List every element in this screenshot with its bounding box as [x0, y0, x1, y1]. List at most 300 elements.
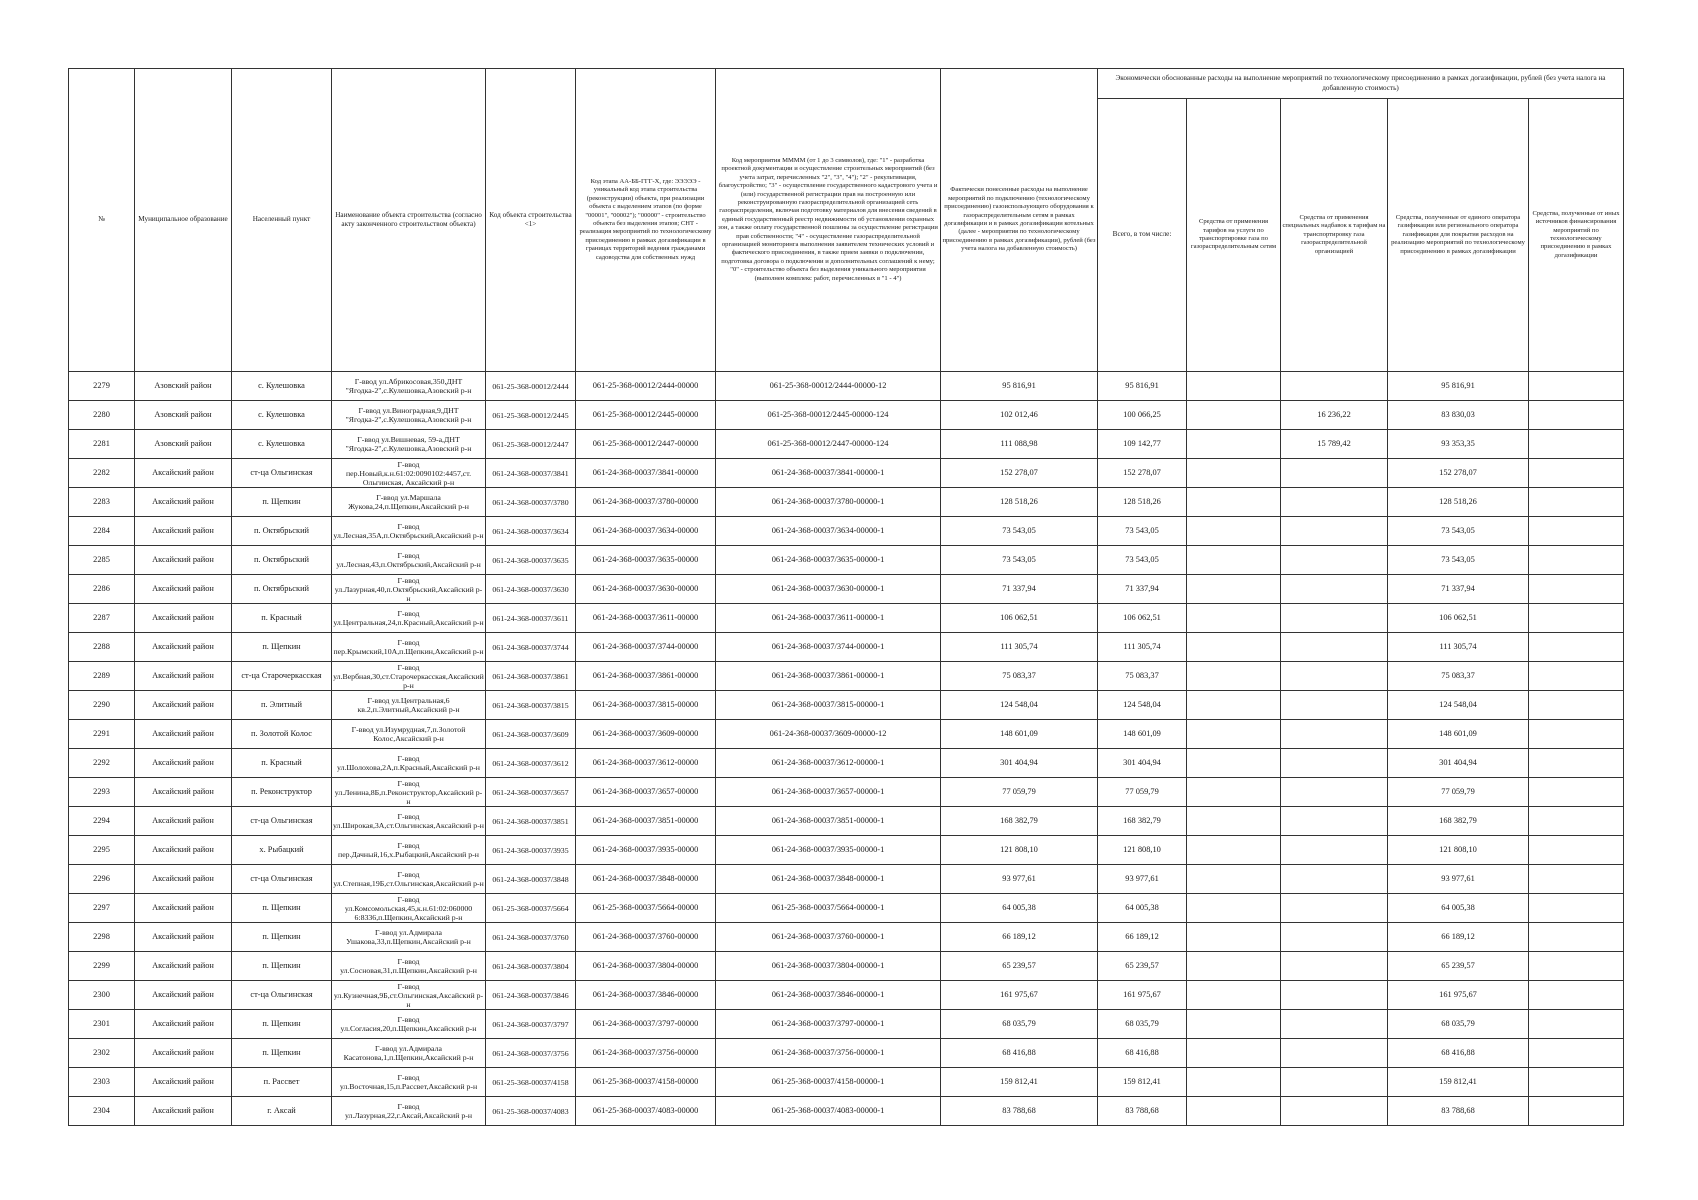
- cell-object-code: 061-24-368-00037/3841: [486, 459, 576, 488]
- cell-total: 71 337,94: [1098, 575, 1187, 604]
- cell-event-code: 061-25-368-00037/4083-00000-1: [716, 1097, 941, 1126]
- header-sub-operator: Средства, полученные от единого оператора газификации или регионального оператора газификации для покрытия расходов на реализацию мероприятий по технологическому присоединению в рамках догазификации: [1388, 99, 1529, 372]
- cell-special-surcharge: [1281, 778, 1388, 807]
- table-row: [69, 865, 1624, 894]
- table-row: [69, 459, 1624, 488]
- cell-settlement: г. Аксай: [232, 1097, 332, 1126]
- cell-special-surcharge: [1281, 894, 1388, 923]
- table-row: [69, 807, 1624, 836]
- cell-tariff-funds: [1187, 894, 1281, 923]
- cell-object-code: 061-24-368-00037/3756: [486, 1039, 576, 1068]
- cell-stage-code: 061-25-368-00037/5664-00000: [576, 894, 716, 923]
- cell-total: 168 382,79: [1098, 807, 1187, 836]
- cell-number: 2288: [69, 633, 135, 662]
- cell-tariff-funds: [1187, 865, 1281, 894]
- cell-total: 83 788,68: [1098, 1097, 1187, 1126]
- cell-total: 161 975,67: [1098, 981, 1187, 1010]
- cell-municipality: Аксайский район: [135, 720, 232, 749]
- cell-object-name: Г-ввод ул.Комсомольская,45,к.н.61:02:060000 6:8336,п.Щепкин,Аксайский р-н: [332, 894, 486, 923]
- cell-event-code: 061-24-368-00037/3611-00000-1: [716, 604, 941, 633]
- header-actual-costs: Фактически понесенные расходы на выполнение мероприятий по подключению (технологическому присоединению) газоиспользующего оборудования к газораспределительным сетям в рамках догазификации и в рамках догазификации котельных (далее - мероприятия по технологическому присоединению в рамках догазификации), рублей (без учета налога на добавленную стоимость): [941, 69, 1098, 372]
- cell-stage-code: 061-24-368-00037/3851-00000: [576, 807, 716, 836]
- cell-municipality: Аксайский район: [135, 633, 232, 662]
- cell-event-code: 061-24-368-00037/3846-00000-1: [716, 981, 941, 1010]
- cell-stage-code: 061-25-368-00012/2447-00000: [576, 430, 716, 459]
- cell-total: 68 035,79: [1098, 1010, 1187, 1039]
- cell-tariff-funds: [1187, 778, 1281, 807]
- cell-event-code: 061-24-368-00037/3744-00000-1: [716, 633, 941, 662]
- cell-total: 65 239,57: [1098, 952, 1187, 981]
- cell-object-code: 061-24-368-00037/3744: [486, 633, 576, 662]
- cell-municipality: Аксайский район: [135, 691, 232, 720]
- cell-actual-costs: 73 543,05: [941, 546, 1098, 575]
- cell-number: 2297: [69, 894, 135, 923]
- cell-special-surcharge: [1281, 749, 1388, 778]
- cell-settlement: п. Щепкин: [232, 952, 332, 981]
- cell-object-code: 061-25-368-00012/2444: [486, 372, 576, 401]
- header-sub-special: Средства от применения специальных надбавок к тарифам на транспортировку газа газораспределительной организацией: [1281, 99, 1388, 372]
- cell-actual-costs: 71 337,94: [941, 575, 1098, 604]
- cell-other-funds: [1529, 401, 1624, 430]
- cell-other-funds: [1529, 575, 1624, 604]
- cell-number: 2283: [69, 488, 135, 517]
- cell-stage-code: 061-24-368-00037/3657-00000: [576, 778, 716, 807]
- cell-object-name: Г-ввод ул.Вербная,30,ст.Старочеркасская,Аксайский р-н: [333, 662, 484, 690]
- cell-stage-code: 061-24-368-00037/3935-00000: [576, 836, 716, 865]
- cell-tariff-funds: [1187, 1097, 1281, 1126]
- cell-municipality: Аксайский район: [135, 1068, 232, 1097]
- cell-event-code: 061-24-368-00037/3851-00000-1: [716, 807, 941, 836]
- cell-total: 66 189,12: [1098, 923, 1187, 952]
- cell-special-surcharge: [1281, 1039, 1388, 1068]
- cell-actual-costs: 106 062,51: [941, 604, 1098, 633]
- cell-number: 2299: [69, 952, 135, 981]
- cell-stage-code: 061-24-368-00037/3612-00000: [576, 749, 716, 778]
- table-row: [69, 401, 1624, 430]
- cell-settlement: п. Элитный: [232, 691, 332, 720]
- cell-total: 121 808,10: [1098, 836, 1187, 865]
- cell-stage-code: 061-24-368-00037/3815-00000: [576, 691, 716, 720]
- cell-actual-costs: 111 088,98: [941, 430, 1098, 459]
- cell-actual-costs: 66 189,12: [941, 923, 1098, 952]
- cell-settlement: п. Красный: [232, 749, 332, 778]
- cell-special-surcharge: [1281, 372, 1388, 401]
- cell-special-surcharge: [1281, 1097, 1388, 1126]
- cell-object-name: Г-ввод ул.Сосновая,31,п.Щепкин,Аксайский р-н: [332, 952, 486, 981]
- cell-operator-funds: 93 353,35: [1388, 430, 1529, 459]
- cell-object-name: Г-ввод ул.Согласия,20,п.Щепкин,Аксайский р-н: [332, 1010, 486, 1039]
- cell-number: 2302: [69, 1039, 135, 1068]
- cell-operator-funds: 73 543,05: [1388, 546, 1529, 575]
- cell-event-code: 061-24-368-00037/3780-00000-1: [716, 488, 941, 517]
- cell-number: 2300: [69, 981, 135, 1010]
- cell-total: 124 548,04: [1098, 691, 1187, 720]
- cell-other-funds: [1529, 1068, 1624, 1097]
- cell-other-funds: [1529, 807, 1624, 836]
- cell-stage-code: 061-24-368-00037/3797-00000: [576, 1010, 716, 1039]
- cell-actual-costs: 152 278,07: [941, 459, 1098, 488]
- cell-municipality: Аксайский район: [135, 807, 232, 836]
- cell-actual-costs: 168 382,79: [941, 807, 1098, 836]
- cell-total: 109 142,77: [1098, 430, 1187, 459]
- cell-municipality: Аксайский район: [135, 517, 232, 546]
- cell-municipality: Аксайский район: [135, 778, 232, 807]
- cell-object-code: 061-24-368-00037/3634: [486, 517, 576, 546]
- cell-municipality: Аксайский район: [135, 604, 232, 633]
- cell-object-name: Г-ввод ул.Широкая,3А,ст.Ольгинская,Аксайский р-н: [332, 807, 486, 836]
- cell-stage-code: 061-24-368-00037/3609-00000: [576, 720, 716, 749]
- cell-settlement: п. Реконструктор: [232, 778, 332, 807]
- cell-tariff-funds: [1187, 1010, 1281, 1039]
- cell-other-funds: [1529, 923, 1624, 952]
- cell-event-code: 061-24-368-00037/3657-00000-1: [716, 778, 941, 807]
- header-municipality: Муниципальное образование: [135, 69, 232, 372]
- cell-other-funds: [1529, 1097, 1624, 1126]
- cell-actual-costs: 161 975,67: [941, 981, 1098, 1010]
- cell-tariff-funds: [1187, 517, 1281, 546]
- cell-number: 2304: [69, 1097, 135, 1126]
- cell-actual-costs: 77 059,79: [941, 778, 1098, 807]
- cell-tariff-funds: [1187, 720, 1281, 749]
- cell-object-code: 061-25-368-00037/5664: [486, 894, 576, 923]
- cell-settlement: с. Кулешовка: [232, 401, 332, 430]
- cell-total: 73 543,05: [1098, 546, 1187, 575]
- cell-other-funds: [1529, 749, 1624, 778]
- cell-stage-code: 061-24-368-00037/3756-00000: [576, 1039, 716, 1068]
- cell-total: 73 543,05: [1098, 517, 1187, 546]
- table-row: [69, 894, 1624, 923]
- cell-object-code: 061-24-368-00037/3797: [486, 1010, 576, 1039]
- cell-event-code: 061-24-368-00037/3760-00000-1: [716, 923, 941, 952]
- cell-event-code: 061-24-368-00037/3756-00000-1: [716, 1039, 941, 1068]
- cell-operator-funds: 95 816,91: [1388, 372, 1529, 401]
- cell-municipality: Аксайский район: [135, 575, 232, 604]
- cell-tariff-funds: [1187, 923, 1281, 952]
- cell-stage-code: 061-24-368-00037/3611-00000: [576, 604, 716, 633]
- cell-object-code: 061-24-368-00037/3635: [486, 546, 576, 575]
- header-num: №: [69, 69, 135, 372]
- cell-other-funds: [1529, 372, 1624, 401]
- cell-object-code: 061-24-368-00037/3657: [486, 778, 576, 807]
- cell-event-code: 061-25-368-00037/4158-00000-1: [716, 1068, 941, 1097]
- cell-total: 148 601,09: [1098, 720, 1187, 749]
- cell-event-code: 061-24-368-00037/3861-00000-1: [716, 662, 941, 691]
- cell-special-surcharge: [1281, 633, 1388, 662]
- cell-operator-funds: 152 278,07: [1388, 459, 1529, 488]
- table-row: [69, 923, 1624, 952]
- cell-special-surcharge: [1281, 981, 1388, 1010]
- cell-object-name: Г-ввод ул.Лазурная,40,п.Октябрьский,Аксайский р-н: [332, 575, 486, 604]
- cell-special-surcharge: [1281, 575, 1388, 604]
- cell-tariff-funds: [1187, 546, 1281, 575]
- cell-stage-code: 061-25-368-00012/2444-00000: [576, 372, 716, 401]
- table-row: [69, 604, 1624, 633]
- cell-operator-funds: 93 977,61: [1388, 865, 1529, 894]
- cell-tariff-funds: [1187, 952, 1281, 981]
- cell-stage-code: 061-24-368-00037/3848-00000: [576, 865, 716, 894]
- header-sub-transport: Средства от применения тарифов на услуги по транспортировке газа по газораспределительным сетям: [1187, 99, 1281, 372]
- cell-object-name: Г-ввод ул.Шолохова,2А,п.Красный,Аксайский р-н: [332, 749, 486, 778]
- cell-other-funds: [1529, 720, 1624, 749]
- cell-number: 2294: [69, 807, 135, 836]
- cell-object-code: 061-24-368-00037/3612: [486, 749, 576, 778]
- cell-stage-code: 061-24-368-00037/3634-00000: [576, 517, 716, 546]
- cell-actual-costs: 111 305,74: [941, 633, 1098, 662]
- cell-event-code: 061-24-368-00037/3804-00000-1: [716, 952, 941, 981]
- table-row: [69, 546, 1624, 575]
- cell-special-surcharge: 15 789,42: [1281, 430, 1388, 459]
- cell-special-surcharge: [1281, 720, 1388, 749]
- cell-municipality: Аксайский район: [135, 923, 232, 952]
- cell-other-funds: [1529, 836, 1624, 865]
- cell-special-surcharge: [1281, 662, 1388, 691]
- cell-operator-funds: 168 382,79: [1388, 807, 1529, 836]
- table-row: [69, 720, 1624, 749]
- cell-number: 2281: [69, 430, 135, 459]
- cell-actual-costs: 65 239,57: [941, 952, 1098, 981]
- cell-actual-costs: 68 035,79: [941, 1010, 1098, 1039]
- cell-settlement: с. Кулешовка: [232, 430, 332, 459]
- cell-tariff-funds: [1187, 401, 1281, 430]
- cell-number: 2287: [69, 604, 135, 633]
- cell-stage-code: 061-25-368-00012/2445-00000: [576, 401, 716, 430]
- cell-number: 2303: [69, 1068, 135, 1097]
- cell-number: 2279: [69, 372, 135, 401]
- table-row: [69, 1039, 1624, 1068]
- cell-special-surcharge: [1281, 1068, 1388, 1097]
- table-row: [69, 691, 1624, 720]
- cell-number: 2292: [69, 749, 135, 778]
- cell-event-code: 061-24-368-00037/3841-00000-1: [716, 459, 941, 488]
- cell-settlement: п. Щепкин: [232, 1039, 332, 1068]
- cell-total: 75 083,37: [1098, 662, 1187, 691]
- cell-object-name: Г-ввод ул.Восточная,15,п.Рассвет,Аксайский р-н: [332, 1068, 486, 1097]
- header-total: Всего, в том числе:: [1098, 99, 1187, 372]
- cell-actual-costs: 64 005,38: [941, 894, 1098, 923]
- cell-other-funds: [1529, 1039, 1624, 1068]
- cell-total: 106 062,51: [1098, 604, 1187, 633]
- cell-municipality: Аксайский район: [135, 546, 232, 575]
- cell-special-surcharge: [1281, 865, 1388, 894]
- cell-actual-costs: 124 548,04: [941, 691, 1098, 720]
- cell-municipality: Аксайский район: [135, 662, 232, 691]
- cell-event-code: 061-24-368-00037/3935-00000-1: [716, 836, 941, 865]
- table-row: [69, 952, 1624, 981]
- cell-tariff-funds: [1187, 749, 1281, 778]
- cell-special-surcharge: [1281, 923, 1388, 952]
- cell-operator-funds: 64 005,38: [1388, 894, 1529, 923]
- cell-number: 2295: [69, 836, 135, 865]
- cell-event-code: 061-24-368-00037/3635-00000-1: [716, 546, 941, 575]
- cell-municipality: Азовский район: [135, 401, 232, 430]
- cell-other-funds: [1529, 691, 1624, 720]
- cell-operator-funds: 73 543,05: [1388, 517, 1529, 546]
- cell-actual-costs: 121 808,10: [941, 836, 1098, 865]
- cell-special-surcharge: [1281, 691, 1388, 720]
- cell-object-name: Г-ввод ул.Маршала Жукова,24,п.Щепкин,Аксайский р-н: [332, 488, 486, 517]
- cell-total: 95 816,91: [1098, 372, 1187, 401]
- cell-event-code: 061-25-368-00012/2447-00000-124: [716, 430, 941, 459]
- cell-operator-funds: 71 337,94: [1388, 575, 1529, 604]
- cell-settlement: п. Щепкин: [232, 894, 332, 923]
- cell-tariff-funds: [1187, 691, 1281, 720]
- cell-number: 2289: [69, 662, 135, 691]
- cell-object-code: 061-24-368-00037/3780: [486, 488, 576, 517]
- cell-settlement: п. Октябрьский: [232, 517, 332, 546]
- cell-actual-costs: 83 788,68: [941, 1097, 1098, 1126]
- cell-object-code: 061-24-368-00037/3861: [486, 662, 576, 691]
- cell-object-code: 061-24-368-00037/3846: [486, 981, 576, 1010]
- cell-special-surcharge: 16 236,22: [1281, 401, 1388, 430]
- cell-actual-costs: 73 543,05: [941, 517, 1098, 546]
- cell-event-code: 061-25-368-00037/5664-00000-1: [716, 894, 941, 923]
- cell-other-funds: [1529, 778, 1624, 807]
- cell-special-surcharge: [1281, 807, 1388, 836]
- cell-object-name: Г-ввод ул.Центральная,6 кв.2,п.Элитный,Аксайский р-н: [332, 691, 486, 720]
- cell-municipality: Аксайский район: [135, 1039, 232, 1068]
- header-object-name: Наименование объекта строительства (согласно акту законченного строительством объекта): [332, 69, 486, 372]
- table-row: [69, 749, 1624, 778]
- cell-operator-funds: 65 239,57: [1388, 952, 1529, 981]
- header-sub-other: Средства, полученные от иных источников финансирования мероприятий по технологическому присоединению в рамках догазификации: [1529, 99, 1624, 372]
- table-row: [69, 372, 1624, 401]
- cell-number: 2282: [69, 459, 135, 488]
- cell-object-name: Г-ввод пер.Крымский,10А,п.Щепкин,Аксайский р-н: [332, 633, 486, 662]
- cell-other-funds: [1529, 459, 1624, 488]
- cell-total: 77 059,79: [1098, 778, 1187, 807]
- cell-special-surcharge: [1281, 836, 1388, 865]
- cell-operator-funds: 159 812,41: [1388, 1068, 1529, 1097]
- header-event-code: Код мероприятия ММММ (от 1 до 3 символов), где: "1" - разработка проектной документации и осуществление строительных мероприятий (без учета затрат, перечисленных "2", "3", "4"); "2" - рекультивация, благоустройство; "3" - осуществление государственного кадастрового учета и (или) государственной регистрации прав на построенную или реконструированную газораспределительной организацией сеть газораспределения, включая подготовку материалов для внесения сведений в единый государственный реестр недвижимости об установлении охранных зон, а также оплату государственной пошлины за осуществление регистрации прав собственности; "4" - осуществление газораспределительной организацией мониторинга выполнения заявителем технических условий и фактического присоединения, в также прием заявки о подключении, подготовка договора о подключении и дополнительных соглашений к нему; "0" - строительство объекта без выделения уникального мероприятия (выполнен комплекс работ, перечисленных в "1 - 4"): [716, 69, 941, 372]
- cell-number: 2284: [69, 517, 135, 546]
- cell-object-name: Г-ввод ул.Лазурная,22,г.Аксай,Аксайский р-н: [332, 1097, 486, 1126]
- cell-number: 2286: [69, 575, 135, 604]
- cell-tariff-funds: [1187, 662, 1281, 691]
- cell-settlement: п. Щепкин: [232, 633, 332, 662]
- table-row: [69, 517, 1624, 546]
- cell-object-name: Г-ввод ул.Лесная,43,п.Октябрьский,Аксайский р-н: [332, 546, 486, 575]
- cell-special-surcharge: [1281, 604, 1388, 633]
- cell-settlement: ст-ца Ольгинская: [232, 459, 332, 488]
- cell-settlement: п. Щепкин: [232, 923, 332, 952]
- cell-object-code: 061-24-368-00037/3609: [486, 720, 576, 749]
- cell-settlement: п. Красный: [232, 604, 332, 633]
- cell-other-funds: [1529, 952, 1624, 981]
- header-group-justified-costs: Экономически обоснованные расходы на выполнение мероприятий по технологическому присоединению в рамках догазификации, рублей (без учета налога на добавленную стоимость): [1098, 69, 1624, 99]
- cell-operator-funds: 124 548,04: [1388, 691, 1529, 720]
- cell-special-surcharge: [1281, 546, 1388, 575]
- cell-tariff-funds: [1187, 633, 1281, 662]
- cell-settlement: п. Октябрьский: [232, 546, 332, 575]
- cell-total: 152 278,07: [1098, 459, 1187, 488]
- cell-stage-code: 061-24-368-00037/3760-00000: [576, 923, 716, 952]
- cell-stage-code: 061-24-368-00037/3846-00000: [576, 981, 716, 1010]
- cell-municipality: Аксайский район: [135, 749, 232, 778]
- cell-actual-costs: 93 977,61: [941, 865, 1098, 894]
- cell-object-code: 061-25-368-00037/4083: [486, 1097, 576, 1126]
- cell-municipality: Аксайский район: [135, 865, 232, 894]
- cell-object-code: 061-24-368-00037/3935: [486, 836, 576, 865]
- cell-number: 2293: [69, 778, 135, 807]
- cell-object-name: Г-ввод пер.Дачный,16,х.Рыбацкий,Аксайский р-н: [332, 836, 486, 865]
- cell-total: 93 977,61: [1098, 865, 1187, 894]
- table-header: [69, 69, 1624, 372]
- cell-other-funds: [1529, 488, 1624, 517]
- cell-stage-code: 061-25-368-00037/4158-00000: [576, 1068, 716, 1097]
- cell-object-name: Г-ввод ул.Степная,19Б,ст.Ольгинская,Аксайский р-н: [332, 865, 486, 894]
- cell-operator-funds: 161 975,67: [1388, 981, 1529, 1010]
- cell-special-surcharge: [1281, 488, 1388, 517]
- cell-settlement: п. Октябрьский: [232, 575, 332, 604]
- cell-number: 2296: [69, 865, 135, 894]
- header-stage-code: Код этапа АА-ББ-ГГГ-Х, где: ЭЭЭЭЭ - уникальный код этапа строительства (реконструкции) объекта, при реализации объекта с выделением этапов (по форме "00001", "00002"); "00000" - строительство объекта без выделения этапов; СНТ - реализация мероприятий по технологическому присоединению в рамках догазификации в границах территорий ведения гражданами садоводства для собственных нужд: [576, 69, 716, 372]
- cell-object-code: 061-24-368-00037/3848: [486, 865, 576, 894]
- table-row: [69, 430, 1624, 459]
- cell-object-code: 061-24-368-00037/3611: [486, 604, 576, 633]
- cell-operator-funds: 66 189,12: [1388, 923, 1529, 952]
- cell-operator-funds: 121 808,10: [1388, 836, 1529, 865]
- cell-tariff-funds: [1187, 372, 1281, 401]
- cell-other-funds: [1529, 981, 1624, 1010]
- cell-object-name: Г-ввод ул.Вишневая, 59-а,ДНТ "Ягодка-2",с.Кулешовка,Азовский р-н: [332, 430, 486, 459]
- cell-stage-code: 061-24-368-00037/3744-00000: [576, 633, 716, 662]
- cell-object-code: 061-24-368-00037/3804: [486, 952, 576, 981]
- cell-municipality: Аксайский район: [135, 894, 232, 923]
- cell-other-funds: [1529, 1010, 1624, 1039]
- cell-municipality: Азовский район: [135, 430, 232, 459]
- cell-municipality: Аксайский район: [135, 1010, 232, 1039]
- cell-total: 111 305,74: [1098, 633, 1187, 662]
- cell-actual-costs: 128 518,26: [941, 488, 1098, 517]
- cell-object-code: 061-24-368-00037/3851: [486, 807, 576, 836]
- cell-settlement: ст-ца Ольгинская: [232, 865, 332, 894]
- cell-actual-costs: 301 404,94: [941, 749, 1098, 778]
- cell-municipality: Аксайский район: [135, 981, 232, 1010]
- cell-number: 2298: [69, 923, 135, 952]
- cell-operator-funds: 111 305,74: [1388, 633, 1529, 662]
- cell-object-name: Г-ввод ул.Адмирала Ушакова,33,п.Щепкин,Аксайский р-н: [332, 923, 486, 952]
- cell-tariff-funds: [1187, 488, 1281, 517]
- cell-settlement: п. Золотой Колос: [232, 720, 332, 749]
- cell-tariff-funds: [1187, 575, 1281, 604]
- cell-municipality: Аксайский район: [135, 488, 232, 517]
- cell-operator-funds: 77 059,79: [1388, 778, 1529, 807]
- cell-actual-costs: 68 416,88: [941, 1039, 1098, 1068]
- cell-other-funds: [1529, 517, 1624, 546]
- cell-actual-costs: 75 083,37: [941, 662, 1098, 691]
- cell-actual-costs: 148 601,09: [941, 720, 1098, 749]
- cell-municipality: Аксайский район: [135, 459, 232, 488]
- cell-stage-code: 061-24-368-00037/3861-00000: [576, 662, 716, 691]
- cell-stage-code: 061-24-368-00037/3635-00000: [576, 546, 716, 575]
- cell-operator-funds: 68 035,79: [1388, 1010, 1529, 1039]
- cell-settlement: ст-ца Ольгинская: [232, 807, 332, 836]
- cell-tariff-funds: [1187, 836, 1281, 865]
- cell-other-funds: [1529, 894, 1624, 923]
- cell-other-funds: [1529, 662, 1624, 691]
- header-settlement: Населенный пункт: [232, 69, 332, 372]
- cell-other-funds: [1529, 865, 1624, 894]
- cell-other-funds: [1529, 546, 1624, 575]
- cell-event-code: 061-24-368-00037/3612-00000-1: [716, 749, 941, 778]
- cell-event-code: 061-24-368-00037/3815-00000-1: [716, 691, 941, 720]
- cell-tariff-funds: [1187, 807, 1281, 836]
- cell-number: 2291: [69, 720, 135, 749]
- cell-total: 159 812,41: [1098, 1068, 1187, 1097]
- cell-other-funds: [1529, 633, 1624, 662]
- cell-event-code: 061-24-368-00037/3797-00000-1: [716, 1010, 941, 1039]
- cell-object-code: 061-25-368-00037/4158: [486, 1068, 576, 1097]
